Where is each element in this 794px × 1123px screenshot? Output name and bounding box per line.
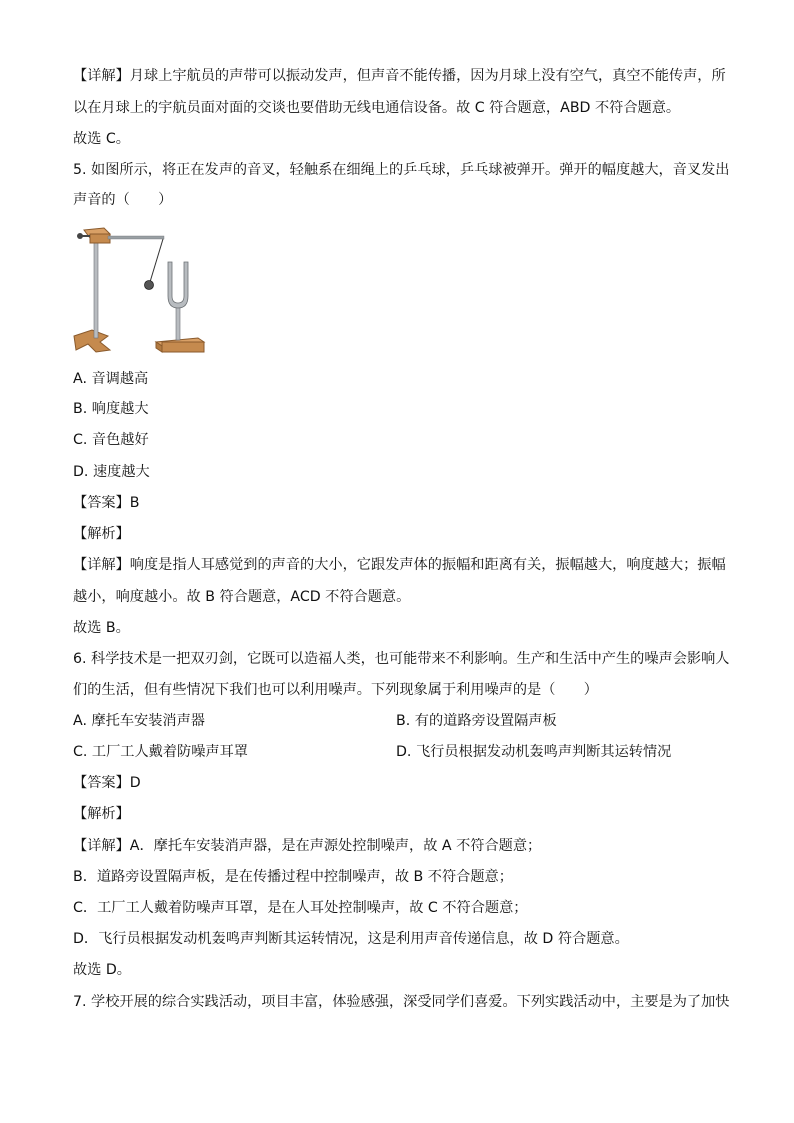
q5-option-a: A. 音调越高 xyxy=(73,371,149,387)
q5-option-b: B. 响度越大 xyxy=(73,401,149,417)
q5-detail-line2: 越小，响度越小。故 B 符合题意，ACD 不符合题意。 xyxy=(73,589,411,605)
q6-option-a: A. 摩托车安装消声器 xyxy=(73,713,205,729)
tuning-fork-apparatus-illustration xyxy=(70,224,210,356)
q5-analysis-label: 【解析】 xyxy=(73,526,130,542)
q6-option-d: D. 飞行员根据发动机轰鸣声判断其运转情况 xyxy=(396,744,672,760)
q5-conclusion: 故选 B。 xyxy=(73,620,130,636)
q6-stem-line2: 们的生活，但有些情况下我们也可以利用噪声。下列现象属于利用噪声的是（ ） xyxy=(73,682,598,698)
q6-detail-line2: B．道路旁设置隔声板，是在传播过程中控制噪声，故 B 不符合题意； xyxy=(73,869,513,885)
q7-stem-line1: 7. 学校开展的综合实践活动，项目丰富，体验感强，深受同学们喜爱。下列实践活动中，主要是为了加快 xyxy=(73,994,730,1010)
tuning-fork-figure xyxy=(70,224,210,356)
q6-answer: 【答案】D xyxy=(73,775,141,791)
q5-option-d: D. 速度越大 xyxy=(73,464,150,480)
q4-detail-line2: 以在月球上的宇航员面对面的交谈也要借助无线电通信设备。故 C 符合题意，ABD 不符合题意。 xyxy=(73,100,681,116)
q6-detail-line1: 【详解】A．摩托车安装消声器，是在声源处控制噪声，故 A 不符合题意； xyxy=(73,838,542,854)
q6-conclusion: 故选 D。 xyxy=(73,962,131,978)
q6-option-b: B. 有的道路旁设置隔声板 xyxy=(396,713,557,729)
q6-detail-line4: D．飞行员根据发动机轰鸣声判断其运转情况，这是利用声音传递信息，故 D 符合题意。 xyxy=(73,931,629,947)
q4-conclusion: 故选 C。 xyxy=(73,131,130,147)
q5-detail-line1: 【详解】响度是指人耳感觉到的声音的大小，它跟发声体的振幅和距离有关，振幅越大，响度越大；振幅 xyxy=(73,557,726,573)
q5-answer: 【答案】B xyxy=(73,495,140,511)
q6-analysis-label: 【解析】 xyxy=(73,806,130,822)
q5-stem-line2: 声音的（ ） xyxy=(73,192,173,208)
q6-detail-line3: C．工厂工人戴着防噪声耳罩，是在人耳处控制噪声，故 C 不符合题意； xyxy=(73,900,528,916)
q6-stem-line1: 6. 科学技术是一把双刃剑，它既可以造福人类，也可能带来不利影响。生产和生活中产生的噪声会影响人 xyxy=(73,651,730,667)
q4-detail-line1: 【详解】月球上宇航员的声带可以振动发声，但声音不能传播，因为月球上没有空气，真空不能传声，所 xyxy=(73,68,726,84)
q5-stem-line1: 5. 如图所示，将正在发声的音叉，轻触系在细绳上的乒乓球，乒乓球被弹开。弹开的幅度越大，音叉发出 xyxy=(73,162,730,178)
q5-option-c: C. 音色越好 xyxy=(73,432,149,448)
q6-option-c: C. 工厂工人戴着防噪声耳罩 xyxy=(73,744,248,760)
